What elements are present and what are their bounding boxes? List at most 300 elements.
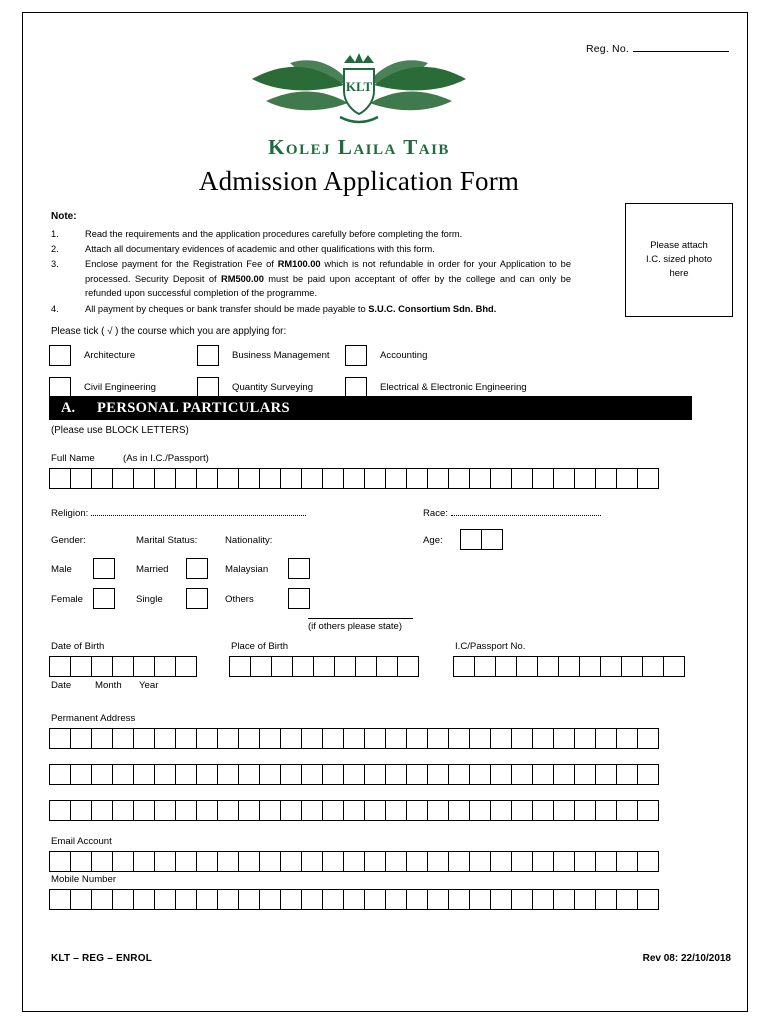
character-cell[interactable] [427, 800, 449, 821]
checkbox-quantity-surveying[interactable] [197, 377, 219, 398]
character-cell[interactable] [343, 468, 365, 489]
character-cell[interactable] [301, 800, 323, 821]
character-cell[interactable] [343, 889, 365, 910]
character-cell[interactable] [91, 800, 113, 821]
character-cell[interactable] [280, 800, 302, 821]
course-option-quantity-surveying[interactable] [197, 377, 345, 398]
character-cell[interactable] [133, 851, 155, 872]
character-cell[interactable] [91, 764, 113, 785]
course-option-civil-engineering[interactable] [49, 377, 197, 398]
photo-box-line-1: Please attach [650, 239, 708, 251]
character-cell[interactable] [553, 851, 575, 872]
character-cell[interactable] [616, 800, 638, 821]
character-cell[interactable] [343, 851, 365, 872]
character-cell[interactable] [91, 889, 113, 910]
character-cell[interactable] [427, 889, 449, 910]
character-cell[interactable] [259, 889, 281, 910]
ic-passport-label: I.C/Passport No. [455, 641, 526, 652]
character-cell[interactable] [301, 764, 323, 785]
character-cell[interactable] [579, 656, 601, 677]
checkbox-electrical-electronic-engineering[interactable] [345, 377, 367, 398]
character-cell[interactable] [427, 851, 449, 872]
character-cell[interactable] [322, 728, 344, 749]
character-cell[interactable] [238, 728, 260, 749]
footer-revision: Rev 08: 22/10/2018 [642, 953, 731, 964]
nationality-malaysian-label: Malaysian [225, 564, 269, 575]
note-number: 1. [51, 228, 59, 239]
character-cell[interactable] [637, 889, 659, 910]
character-cell[interactable] [49, 851, 71, 872]
character-cell[interactable] [574, 728, 596, 749]
character-cell[interactable] [175, 656, 197, 677]
character-cell[interactable] [154, 851, 176, 872]
character-cell[interactable] [196, 764, 218, 785]
character-cell[interactable] [621, 656, 643, 677]
checkbox-gender-female[interactable] [93, 588, 115, 609]
character-cell[interactable] [49, 889, 71, 910]
character-cell[interactable] [511, 889, 533, 910]
character-cell[interactable] [600, 656, 622, 677]
course-option-architecture[interactable] [49, 345, 197, 366]
full-name-label: Full Name [51, 453, 95, 464]
character-cell[interactable] [385, 851, 407, 872]
email-account-label: Email Account [51, 836, 112, 847]
character-cell[interactable] [490, 728, 512, 749]
character-cell[interactable] [301, 851, 323, 872]
character-cell[interactable] [112, 889, 134, 910]
character-cell[interactable] [355, 656, 377, 677]
character-cell[interactable] [175, 851, 197, 872]
character-cell[interactable] [322, 800, 344, 821]
character-cell[interactable] [469, 764, 491, 785]
character-cell[interactable] [175, 468, 197, 489]
note-text: Attach all documentary evidences of academic and other qualifications with this form. [85, 243, 435, 254]
character-cell[interactable] [385, 889, 407, 910]
character-cell[interactable] [280, 468, 302, 489]
character-cell[interactable] [427, 468, 449, 489]
checkbox-nationality-others[interactable] [288, 588, 310, 609]
character-cell[interactable] [229, 656, 251, 677]
character-cell[interactable] [481, 529, 503, 550]
character-cell[interactable] [154, 800, 176, 821]
gender-male-label: Male [51, 564, 72, 575]
course-label: Accounting [380, 350, 428, 361]
character-cell[interactable] [364, 468, 386, 489]
others-state-note: (if others please state) [308, 621, 402, 632]
checkbox-marital-single[interactable] [186, 588, 208, 609]
character-cell[interactable] [532, 851, 554, 872]
marital-status-label: Marital Status: [136, 535, 198, 546]
character-cell[interactable] [511, 800, 533, 821]
date-of-birth-sublabels [51, 680, 158, 691]
form-sheet [22, 12, 748, 1012]
character-cell[interactable] [322, 851, 344, 872]
character-cell[interactable] [112, 764, 134, 785]
character-cell[interactable] [637, 800, 659, 821]
checkbox-accounting[interactable] [345, 345, 367, 366]
character-cell[interactable] [637, 851, 659, 872]
character-cell[interactable] [406, 764, 428, 785]
character-cell[interactable] [217, 851, 239, 872]
character-cell[interactable] [301, 889, 323, 910]
character-cell[interactable] [280, 728, 302, 749]
character-cell[interactable] [259, 468, 281, 489]
character-cell[interactable] [616, 728, 638, 749]
religion-label: Religion: [51, 508, 89, 519]
character-cell[interactable] [301, 728, 323, 749]
course-option-accounting[interactable] [345, 345, 585, 366]
character-cell[interactable] [70, 656, 92, 677]
course-instruction: Please tick ( √ ) the course which you are applying for: [51, 326, 287, 337]
character-cell[interactable] [280, 851, 302, 872]
course-label: Electrical & Electronic Engineering [380, 382, 527, 393]
character-cell[interactable] [154, 764, 176, 785]
dob-date-label: Date [51, 680, 72, 691]
course-option-business-management[interactable] [197, 345, 345, 366]
course-label: Quantity Surveying [232, 382, 314, 393]
character-cell[interactable] [238, 851, 260, 872]
photo-box-line-2: I.C. sized photo [645, 253, 712, 265]
character-cell[interactable] [553, 468, 575, 489]
character-cell[interactable] [259, 728, 281, 749]
character-cell[interactable] [112, 851, 134, 872]
character-cell[interactable] [70, 468, 92, 489]
character-cell[interactable] [259, 800, 281, 821]
character-cell[interactable] [133, 800, 155, 821]
character-cell[interactable] [217, 764, 239, 785]
character-cell[interactable] [553, 764, 575, 785]
age-input[interactable] [460, 529, 502, 550]
character-cell[interactable] [490, 468, 512, 489]
race-field[interactable] [423, 505, 601, 519]
character-cell[interactable] [558, 656, 580, 677]
checkbox-nationality-malaysian[interactable] [288, 558, 310, 579]
character-cell[interactable] [574, 889, 596, 910]
character-cell[interactable] [364, 889, 386, 910]
character-cell[interactable] [595, 764, 617, 785]
character-cell[interactable] [112, 728, 134, 749]
character-cell[interactable] [154, 468, 176, 489]
character-cell[interactable] [532, 800, 554, 821]
character-cell[interactable] [595, 468, 617, 489]
course-row [49, 377, 689, 398]
character-cell[interactable] [406, 889, 428, 910]
character-cell[interactable] [448, 851, 470, 872]
character-cell[interactable] [448, 728, 470, 749]
note-text: Enclose payment for the Registration Fee of RM100.00 which is not refundable in order for your Application to be processed. Security Deposit of RM500.00 must be paid upon acceptant of offer by the college and can only be refunded upon successful completion of the programme. [85, 259, 571, 299]
character-cell[interactable] [376, 656, 398, 677]
email-account-input[interactable] [49, 851, 658, 872]
character-cell[interactable] [448, 889, 470, 910]
character-cell[interactable] [343, 764, 365, 785]
character-cell[interactable] [397, 656, 419, 677]
permanent-address-label: Permanent Address [51, 713, 136, 724]
gender-female-label: Female [51, 594, 83, 605]
gender-label: Gender: [51, 535, 86, 546]
character-cell[interactable] [133, 728, 155, 749]
notes-block [51, 209, 571, 317]
character-cell[interactable] [217, 889, 239, 910]
full-name-sublabel: (As in I.C./Passport) [123, 453, 209, 464]
character-cell[interactable] [511, 764, 533, 785]
character-cell[interactable] [175, 889, 197, 910]
character-cell[interactable] [574, 851, 596, 872]
character-cell[interactable] [427, 764, 449, 785]
footer-form-code: KLT – REG – ENROL [51, 953, 153, 964]
character-cell[interactable] [385, 468, 407, 489]
character-cell[interactable] [574, 764, 596, 785]
nationality-label: Nationality: [225, 535, 273, 546]
religion-field[interactable] [51, 505, 306, 519]
page-title: Admission Application Form [198, 166, 520, 196]
character-cell[interactable] [511, 468, 533, 489]
character-cell[interactable] [553, 800, 575, 821]
character-cell[interactable] [112, 468, 134, 489]
character-cell[interactable] [238, 800, 260, 821]
character-cell[interactable] [532, 764, 554, 785]
character-cell[interactable] [49, 728, 71, 749]
character-cell[interactable] [175, 764, 197, 785]
dob-year-label: Year [139, 680, 159, 691]
character-cell[interactable] [490, 889, 512, 910]
character-cell[interactable] [196, 851, 218, 872]
character-cell[interactable] [70, 800, 92, 821]
checkbox-architecture[interactable] [49, 345, 71, 366]
character-cell[interactable] [595, 800, 617, 821]
college-name: Kolej Laila Taib [268, 135, 450, 159]
course-label: Civil Engineering [84, 382, 156, 393]
character-cell[interactable] [280, 889, 302, 910]
character-cell[interactable] [595, 889, 617, 910]
character-cell[interactable] [532, 889, 554, 910]
checkbox-gender-male[interactable] [93, 558, 115, 579]
course-label: Architecture [84, 350, 136, 361]
note-number: 3. [51, 259, 59, 270]
note-item [51, 257, 571, 300]
character-cell[interactable] [322, 468, 344, 489]
character-cell[interactable] [469, 889, 491, 910]
checkbox-marital-married[interactable] [186, 558, 208, 579]
character-cell[interactable] [49, 800, 71, 821]
character-cell[interactable] [364, 728, 386, 749]
photo-attachment-box[interactable] [625, 203, 733, 317]
character-cell[interactable] [469, 468, 491, 489]
photo-box-line-3: here [669, 268, 689, 280]
character-cell[interactable] [112, 800, 134, 821]
character-cell[interactable] [238, 764, 260, 785]
character-cell[interactable] [133, 468, 155, 489]
character-cell[interactable] [154, 656, 176, 677]
character-cell[interactable] [280, 764, 302, 785]
character-cell[interactable] [469, 800, 491, 821]
character-cell[interactable] [322, 889, 344, 910]
character-cell[interactable] [474, 656, 496, 677]
character-cell[interactable] [406, 800, 428, 821]
race-write-line[interactable] [451, 505, 601, 516]
mobile-number-input[interactable] [49, 889, 658, 910]
character-cell[interactable] [637, 728, 659, 749]
letterhead [23, 43, 695, 197]
character-cell[interactable] [49, 468, 71, 489]
character-cell[interactable] [196, 728, 218, 749]
mobile-number-label: Mobile Number [51, 874, 117, 885]
character-cell[interactable] [448, 800, 470, 821]
marital-married-label: Married [136, 564, 169, 575]
character-cell[interactable] [292, 656, 314, 677]
block-letters-note: (Please use BLOCK LETTERS) [51, 425, 189, 436]
character-cell[interactable] [453, 656, 475, 677]
ic-passport-input[interactable] [453, 656, 684, 677]
character-cell[interactable] [91, 728, 113, 749]
character-cell[interactable] [595, 851, 617, 872]
character-cell[interactable] [516, 656, 538, 677]
course-row [49, 345, 689, 366]
character-cell[interactable] [271, 656, 293, 677]
character-cell[interactable] [343, 728, 365, 749]
character-cell[interactable] [112, 656, 134, 677]
character-cell[interactable] [537, 656, 559, 677]
character-cell[interactable] [154, 728, 176, 749]
character-cell[interactable] [250, 656, 272, 677]
note-item [51, 302, 571, 316]
character-cell[interactable] [490, 764, 512, 785]
dob-month-label: Month [95, 680, 122, 691]
character-cell[interactable] [364, 764, 386, 785]
character-cell[interactable] [642, 656, 664, 677]
character-cell[interactable] [70, 851, 92, 872]
character-cell[interactable] [343, 800, 365, 821]
character-cell[interactable] [217, 468, 239, 489]
character-cell[interactable] [217, 800, 239, 821]
note-number: 2. [51, 243, 59, 254]
age-label: Age: [423, 535, 443, 546]
character-cell[interactable] [616, 889, 638, 910]
character-cell[interactable] [574, 468, 596, 489]
character-cell[interactable] [196, 800, 218, 821]
character-cell[interactable] [448, 764, 470, 785]
character-cell[interactable] [448, 468, 470, 489]
character-cell[interactable] [469, 728, 491, 749]
course-option-electrical-electronic-engineering[interactable] [345, 377, 585, 398]
character-cell[interactable] [334, 656, 356, 677]
section-a-header [49, 396, 692, 420]
character-cell[interactable] [196, 889, 218, 910]
note-item [51, 227, 571, 241]
character-cell[interactable] [553, 889, 575, 910]
character-cell[interactable] [616, 468, 638, 489]
character-cell[interactable] [49, 656, 71, 677]
date-of-birth-input[interactable] [49, 656, 196, 677]
checkbox-business-management[interactable] [197, 345, 219, 366]
nationality-others-label: Others [225, 594, 254, 605]
character-cell[interactable] [70, 728, 92, 749]
race-label: Race: [423, 508, 449, 519]
character-cell[interactable] [175, 728, 197, 749]
character-cell[interactable] [70, 764, 92, 785]
character-cell[interactable] [91, 851, 113, 872]
character-cell[interactable] [553, 728, 575, 749]
character-cell[interactable] [238, 889, 260, 910]
character-cell[interactable] [460, 529, 482, 550]
character-cell[interactable] [385, 764, 407, 785]
character-cell[interactable] [154, 889, 176, 910]
character-cell[interactable] [574, 800, 596, 821]
character-cell[interactable] [313, 656, 335, 677]
character-cell[interactable] [490, 800, 512, 821]
permanent-address-input-line-3[interactable] [49, 800, 658, 821]
note-text: Read the requirements and the application procedures carefully before completing the form. [85, 228, 463, 239]
note-text: All payment by cheques or bank transfer should be made payable to S.U.C. Consortium Sdn. Bhd. [85, 303, 497, 314]
permanent-address-input-line-2[interactable] [49, 764, 658, 785]
full-name-input[interactable] [49, 468, 658, 489]
character-cell[interactable] [511, 851, 533, 872]
character-cell[interactable] [469, 851, 491, 872]
character-cell[interactable] [91, 656, 113, 677]
character-cell[interactable] [406, 851, 428, 872]
notes-heading: Note: [51, 211, 77, 222]
character-cell[interactable] [385, 800, 407, 821]
note-item [51, 242, 571, 256]
character-cell[interactable] [70, 889, 92, 910]
note-number: 4. [51, 303, 59, 314]
section-a-letter: A. [61, 399, 76, 416]
character-cell[interactable] [532, 728, 554, 749]
character-cell[interactable] [495, 656, 517, 677]
section-a-title: PERSONAL PARTICULARS [97, 399, 290, 416]
character-cell[interactable] [301, 468, 323, 489]
character-cell[interactable] [322, 764, 344, 785]
character-cell[interactable] [259, 851, 281, 872]
character-cell[interactable] [406, 468, 428, 489]
character-cell[interactable] [637, 468, 659, 489]
character-cell[interactable] [637, 764, 659, 785]
character-cell[interactable] [364, 851, 386, 872]
character-cell[interactable] [217, 728, 239, 749]
character-cell[interactable] [133, 656, 155, 677]
character-cell[interactable] [385, 728, 407, 749]
place-of-birth-input[interactable] [229, 656, 418, 677]
date-of-birth-label: Date of Birth [51, 641, 105, 652]
permanent-address-input-line-1[interactable] [49, 728, 658, 749]
religion-write-line[interactable] [91, 505, 306, 516]
character-cell[interactable] [532, 468, 554, 489]
character-cell[interactable] [364, 800, 386, 821]
character-cell[interactable] [196, 468, 218, 489]
checkbox-civil-engineering[interactable] [49, 377, 71, 398]
character-cell[interactable] [91, 468, 113, 489]
character-cell[interactable] [133, 764, 155, 785]
character-cell[interactable] [133, 889, 155, 910]
character-cell[interactable] [490, 851, 512, 872]
character-cell[interactable] [49, 764, 71, 785]
marital-single-label: Single [136, 594, 163, 605]
character-cell[interactable] [616, 764, 638, 785]
character-cell[interactable] [511, 728, 533, 749]
place-of-birth-label: Place of Birth [231, 641, 289, 652]
character-cell[interactable] [616, 851, 638, 872]
character-cell[interactable] [175, 800, 197, 821]
course-label: Business Management [232, 350, 330, 361]
character-cell[interactable] [427, 728, 449, 749]
character-cell[interactable] [406, 728, 428, 749]
character-cell[interactable] [595, 728, 617, 749]
crest-letters-text: KLT [345, 79, 373, 94]
others-state-write-line[interactable] [308, 617, 413, 619]
character-cell[interactable] [259, 764, 281, 785]
klt-crest-logo [244, 43, 474, 133]
character-cell[interactable] [663, 656, 685, 677]
character-cell[interactable] [238, 468, 260, 489]
